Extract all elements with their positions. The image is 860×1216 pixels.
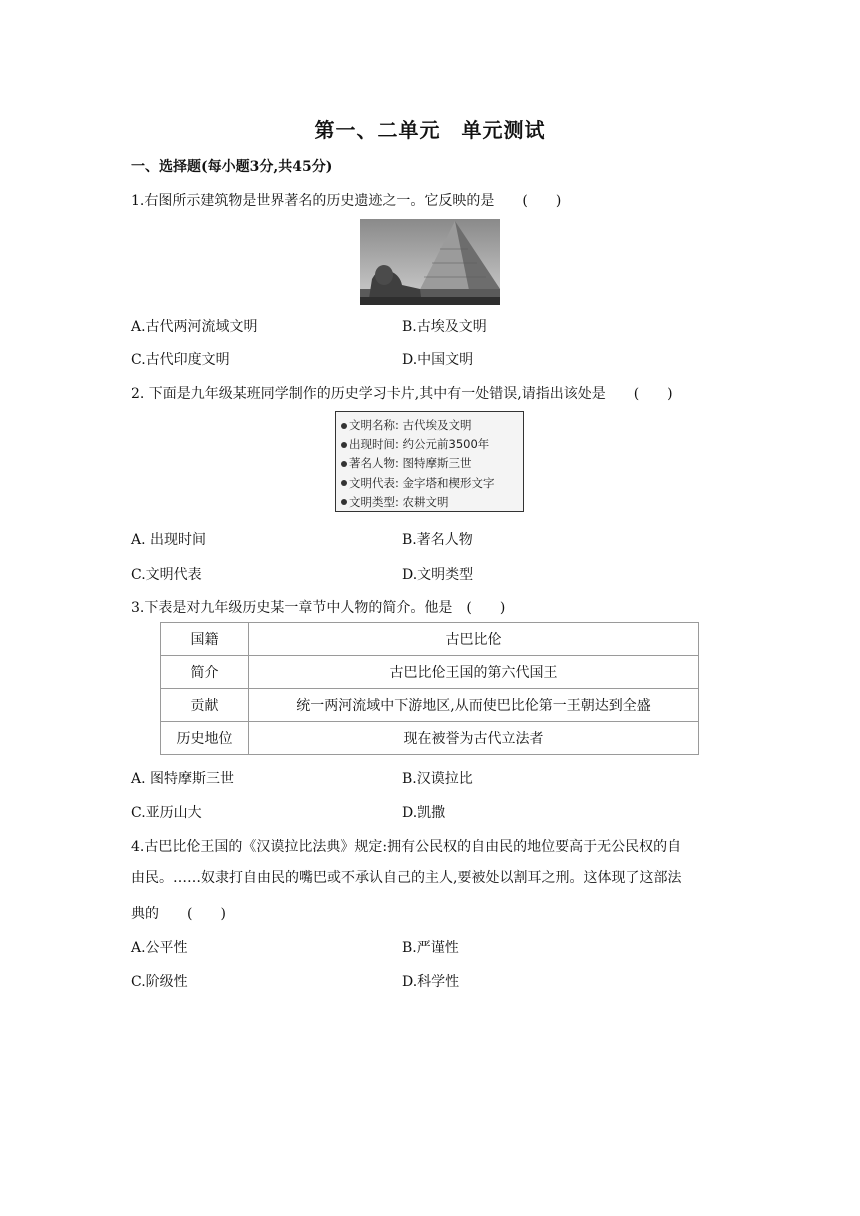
q4-option-b: B.严谨性 xyxy=(402,940,459,956)
table-row xyxy=(161,656,699,689)
table-value-cell: 古巴比伦 xyxy=(249,623,699,656)
q3-option-c: C.亚历山大 xyxy=(131,805,202,821)
question-4-line-2: 由民。……奴隶打自由民的嘴巴或不承认自己的主人,要被处以割耳之刑。这体现了这部法 xyxy=(131,870,682,886)
q1-option-a: A.古代两河流域文明 xyxy=(131,319,258,335)
q3-option-d: D.凯撒 xyxy=(402,805,446,821)
table-row xyxy=(161,689,699,722)
pyramid-sphinx-image xyxy=(360,219,500,305)
table-row xyxy=(161,722,699,755)
q3-option-b: B.汉谟拉比 xyxy=(402,771,473,787)
question-2-stem: 2. 下面是九年级某班同学制作的历史学习卡片,其中有一处错误,请指出该处是 ( ) xyxy=(131,386,673,402)
q3-option-a: A. 图特摩斯三世 xyxy=(131,771,235,787)
q4-option-c: C.阶级性 xyxy=(131,974,188,990)
table-value-cell: 统一两河流域中下游地区,从而使巴比伦第一王朝达到全盛 xyxy=(249,689,699,722)
table-label-cell: 简介 xyxy=(161,656,249,689)
question-4-line-3: 典的 ( ) xyxy=(131,906,226,922)
table-label-cell: 历史地位 xyxy=(161,722,249,755)
card-line: 文明代表: 金字塔和楔形文字 xyxy=(341,474,523,493)
table-value-cell: 古巴比伦王国的第六代国王 xyxy=(249,656,699,689)
q2-option-d: D.文明类型 xyxy=(402,567,474,583)
study-card xyxy=(335,411,524,512)
q2-option-c: C.文明代表 xyxy=(131,567,202,583)
q1-option-b: B.古埃及文明 xyxy=(402,319,487,335)
q2-option-a: A. 出现时间 xyxy=(131,532,207,548)
card-line: 著名人物: 图特摩斯三世 xyxy=(341,454,523,473)
table-label-cell: 国籍 xyxy=(161,623,249,656)
q4-option-a: A.公平性 xyxy=(131,940,188,956)
q4-option-d: D.科学性 xyxy=(402,974,460,990)
card-line: 出现时间: 约公元前3500年 xyxy=(341,435,523,454)
question-1-stem: 1.右图所示建筑物是世界著名的历史遗迹之一。它反映的是 ( ) xyxy=(131,193,562,209)
q1-option-d: D.中国文明 xyxy=(402,352,474,368)
page-title: 第一、二单元 单元测试 xyxy=(314,118,546,142)
table-value-cell: 现在被誉为古代立法者 xyxy=(249,722,699,755)
table-row xyxy=(161,623,699,656)
q1-option-c: C.古代印度文明 xyxy=(131,352,230,368)
q2-option-b: B.著名人物 xyxy=(402,532,473,548)
question-3-stem: 3.下表是对九年级历史某一章节中人物的简介。他是 ( ) xyxy=(131,600,506,616)
section-heading: 一、选择题(每小题3分,共45分) xyxy=(131,159,333,175)
card-line: 文明名称: 古代埃及文明 xyxy=(341,416,523,435)
card-line: 文明类型: 农耕文明 xyxy=(341,493,523,512)
person-info-table xyxy=(160,622,699,755)
table-label-cell: 贡献 xyxy=(161,689,249,722)
question-4-line-1: 4.古巴比伦王国的《汉谟拉比法典》规定:拥有公民权的自由民的地位要高于无公民权的自 xyxy=(131,839,682,855)
